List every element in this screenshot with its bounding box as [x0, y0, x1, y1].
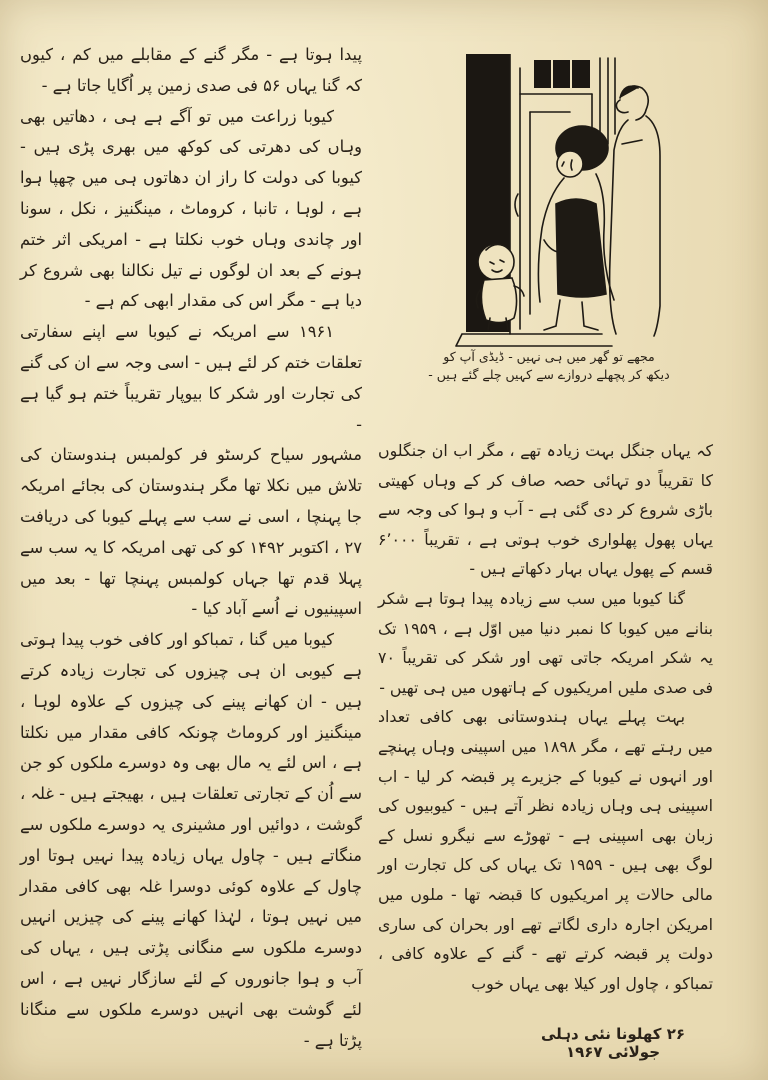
paragraph: کہ یہاں جنگل بہت زیادہ تھے ، مگر اب ان جنگلوں کا تقریباً دو تہائی حصہ صاف کر کے وہاں کھیتی باڑی شروع کر دی گئی ہے - آب و ہوا کی وجہ سے یہاں پھول پھلواری خوب ہوتی ہے ، تقریباً ۶٬۰۰۰ قسم کے پھول یہاں بہار دکھاتے ہیں - — [378, 441, 713, 579]
paragraph: ۱۹۶۱ سے امریکہ نے کیوبا سے اپنے سفارتی تعلقات ختم کر لئے ہیں - اسی وجہ سے ان کی گنے کی تجارت اور شکر کا بیوپار تقریباً ختم ہو گیا ہے - — [20, 322, 362, 434]
cartoon-caption — [418, 348, 680, 384]
paragraph: مشہور سیاح کرسٹو فر کولمبس ہندوستان کی تلاش میں نکلا تھا مگر ہندوستان کی بجائے امریکہ جا پہنچا ، اسی نے سب سے پہلے کیوبا کی دریافت ۲۷ ، اکتوبر ۱۴۹۲ کو کی تھی امریکہ کا یہ سب سے پہلا قدم تھا جہاں کولمبس پہنچا تھا - بعد میں اسپینیوں نے اُسے آباد کیا - — [20, 445, 362, 619]
cartoon-illustration — [452, 54, 674, 350]
caption-line: دیکھ کر پچھلے دروازے سے کہیں چلے گئے ہیں - — [428, 367, 670, 382]
paragraph: پیدا ہوتا ہے - مگر گنے کے مقابلے میں کم ، کیوں کہ گنا یہاں ۵۶ فی صدی زمین پر اُگایا جاتا ہے - — [20, 45, 362, 95]
paragraph: کیوبا میں گنا ، تمباکو اور کافی خوب پیدا ہوتی ہے کیوبی ان ہی چیزوں کی تجارت زیادہ کرتے ہیں - ان کھانے پینے کی چیزوں کے علاوہ لوہا ، مینگنیز اور کروماٹ چونکہ کافی مقدار میں نکلتا ہے ، اس لئے یہ مال بھی وہ دوسرے ملکوں کو جن سے اُن کے تجارتی تعلقات ہیں ، بھیجتے ہیں - غلہ ، گوشت ، دوائیں اور مشینری یہ دوسرے ملکوں سے منگاتے ہیں - چاول یہاں زیادہ پیدا نہیں ہوتا اور چاول کے علاوہ کوئی دوسرا غلہ بھی کافی مقدار میں نہیں ہوتا ، لہٰذا کھانے پینے کی چیزیں انہیں دوسرے ملکوں سے منگانی پڑتی ہیں ، یہاں کی آب و ہوا جانوروں کے لئے سازگار نہیں ہے ، اس لئے گوشت بھی انہیں دوسرے ملکوں سے منگانا پڑتا ہے - — [20, 630, 362, 1050]
paragraph: گنا کیوبا میں سب سے زیادہ پیدا ہوتا ہے شکر بنانے میں کیوبا کا نمبر دنیا میں اوّل ہے ، ۱۹۵۹ تک یہ شکر امریکہ جاتی تھی اور شکر کی تقریباً ۷۰ فی صدی ملیں امریکیوں کے ہاتھوں میں ہی تھیں - — [378, 588, 713, 697]
left-column — [20, 40, 362, 1056]
caption-line: مجھے تو گھر میں ہی نہیں - ڈیڈی آپ کو — [443, 349, 655, 364]
right-column — [378, 436, 713, 998]
paragraph: بہت پہلے یہاں ہندوستانی بھی کافی تعداد میں رہتے تھے ، مگر ۱۸۹۸ میں اسپینی وہاں پہنچے اور انہوں نے کیوبا کے جزیرے پر قبضہ کر لیا - اب اسپینی ہی وہاں زیادہ نظر آتے ہیں - کیوبیوں کی زبان بھی اسپینی ہے - تھوڑے سے نیگرو نسل کے لوگ بھی ہیں - ۱۹۵۹ تک یہاں کی کل تجارت اور مالی حالات پر امریکیوں کا قبضہ تھا - ملوں میں امریکن اجارہ داری لگاتے تھے اور بحران کی ساری دولت پر قبضہ کرتے تھے - گنے کے علاوہ کافی ، تمباکو ، چاول اور کیلا بھی یہاں خوب — [378, 707, 713, 993]
paragraph: کیوبا زراعت میں تو آگے ہے ہی ، دھاتیں بھی وہاں کی دھرتی کی کوکھ میں بھری پڑی ہیں - کیوبا کی دولت کا راز ان دھاتوں ہی میں چھپا ہوا ہے ، لوہا ، تانبا ، کروماٹ ، مینگنیز ، نکل ، سونا اور چاندی وہاں خوب نکلتا ہے - امریکی اثر ختم ہونے کے بعد ان لوگوں نے تیل نکالنا بھی شروع کر دیا ہے - مگر اس کی مقدار ابھی کم ہے - — [20, 106, 362, 311]
page-footer: ۲۶ کھلونا نئی دہلی جولائی ۱۹۶۷ — [540, 1025, 686, 1061]
